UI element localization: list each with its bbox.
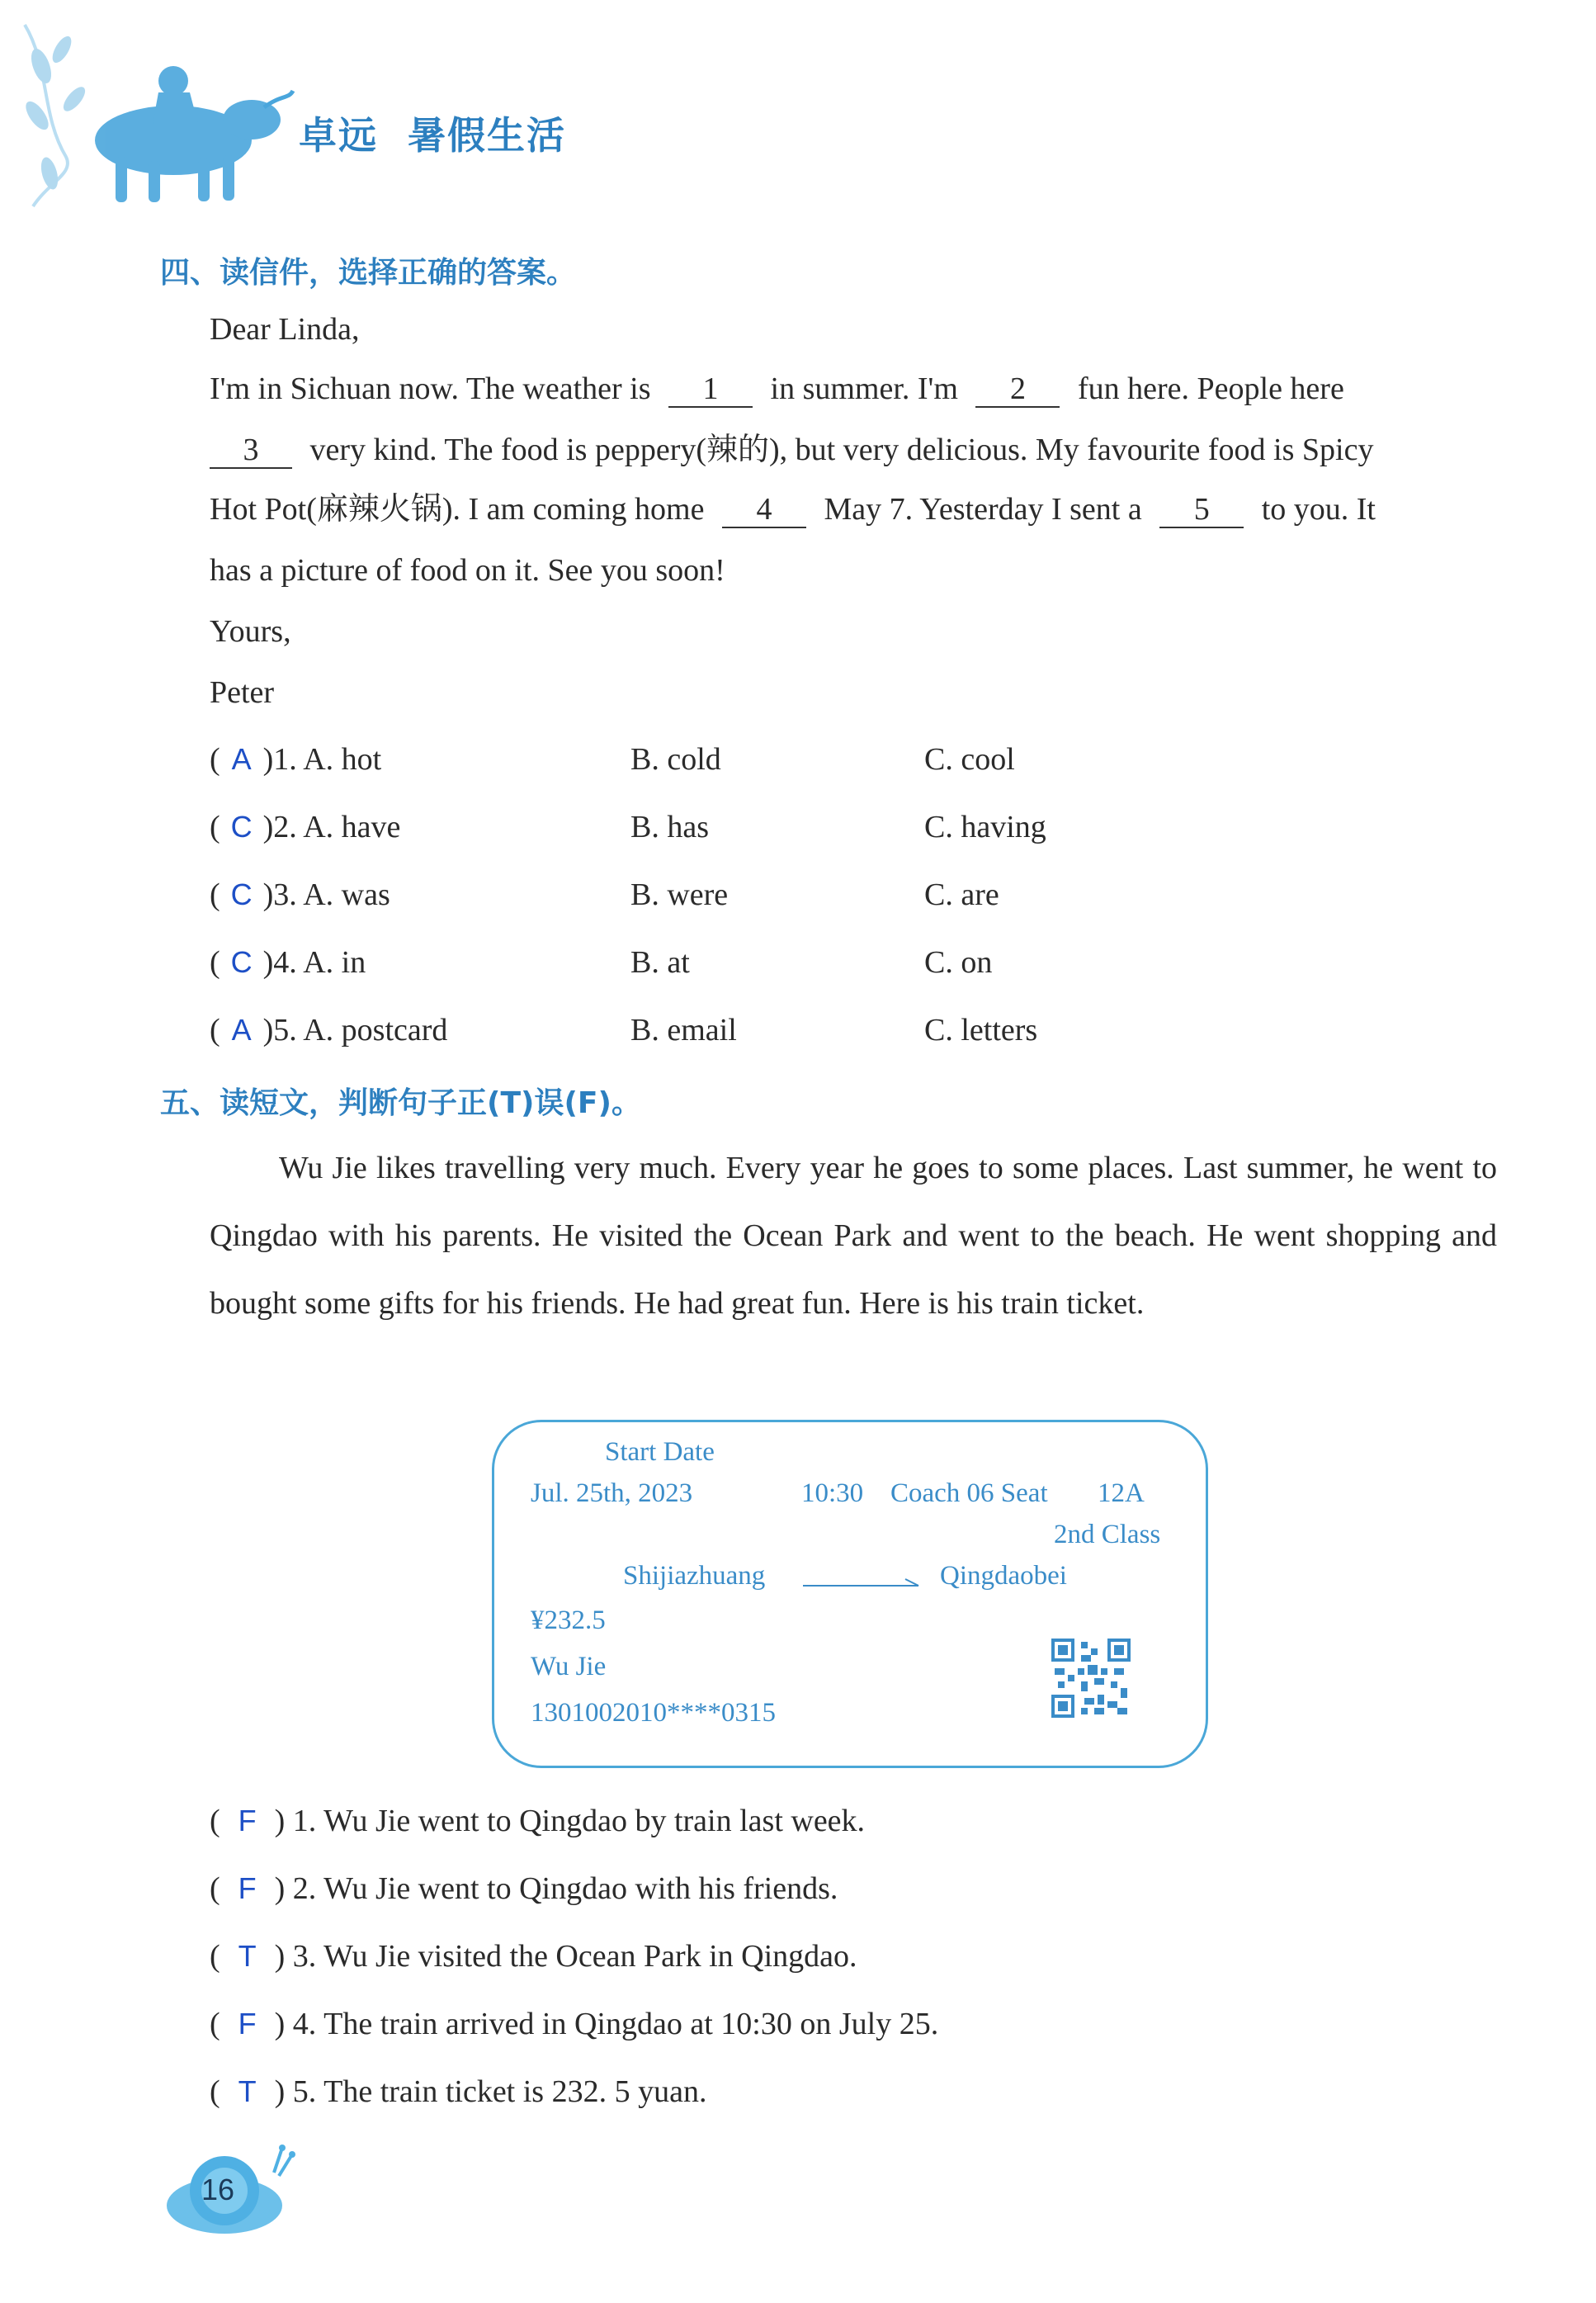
page-number-badge [158,2140,297,2239]
question-option-b: B. email [630,1013,737,1047]
ticket-date: Jul. 25th, 2023 [531,1478,693,1508]
ticket-coach: Coach 06 Seat [890,1478,1048,1508]
statement-text: ) 3. Wu Jie visited the Ocean Park in Qingdao. [274,1939,857,1974]
question-option-b: B. were [630,877,729,912]
letter-greeting: Dear Linda, [210,312,360,347]
header-illustration [17,17,297,223]
answer-mark: F [238,2007,257,2041]
ticket-seat: 12A [1098,1478,1145,1508]
section4-title: 四、读信件，选择正确的答案。 [160,256,577,290]
statement-row: ( F ) 2. Wu Jie went to Qingdao with his friends. [210,1871,838,1906]
header-title: 卓远 暑假生活 [299,113,567,158]
letter-text: I'm in Sichuan now. The weather is [210,371,651,406]
question-option-c: C. on [924,945,993,980]
blank-1: 1 [668,373,753,408]
statement-row: ( F ) 4. The train arrived in Qingdao at 10:30 on July 25. [210,2007,939,2041]
question-option-a: )1. A. hot [262,742,382,777]
statement-row: ( F ) 1. Wu Jie went to Qingdao by train last week. [210,1804,866,1838]
qr-code-icon [1051,1639,1131,1718]
statement-text: ) 1. Wu Jie went to Qingdao by train last week. [274,1804,866,1838]
question-option-a: )5. A. postcard [262,1013,448,1047]
letter-closing: Yours, [210,614,291,649]
letter-signature: Peter [210,675,275,710]
letter-line-1 [210,373,1344,408]
letter-text: in summer. I'm [770,371,958,406]
statement-row: ( T ) 5. The train ticket is 232. 5 yuan. [210,2074,707,2109]
letter-text: Hot Pot(麻辣火锅). I am coming home [210,492,705,527]
question-option-c: C. letters [924,1013,1038,1047]
question-option-b: B. has [630,810,709,844]
ticket-price: ¥232.5 [531,1605,606,1635]
page-number: 16 [201,2173,235,2206]
letter-line-2 [210,434,1373,469]
ticket-id: 1301002010****0315 [531,1698,776,1728]
statement-text: ) 2. Wu Jie went to Qingdao with his friends. [274,1871,838,1906]
ticket-name: Wu Jie [531,1652,607,1681]
statement-text: ) 5. The train ticket is 232. 5 yuan. [274,2074,707,2109]
blank-3: 3 [210,434,292,469]
letter-line-3 [210,494,1376,528]
question-row: ( A )1. A. hot B. cold C. cool [210,742,1015,777]
ticket-from: Shijiazhuang [623,1561,766,1591]
letter-text: fun here. People here [1077,371,1344,406]
question-row: ( C )3. A. was B. were C. are [210,877,999,912]
letter-text: May 7. Yesterday I sent a [824,492,1142,527]
statement-row: ( T ) 3. Wu Jie visited the Ocean Park in Qingdao. [210,1939,857,1974]
answer-mark: T [238,2074,257,2108]
answer-mark: A [231,1013,252,1047]
question-row: ( C )2. A. have B. has C. having [210,810,1046,844]
question-row: ( A )5. A. postcard B. email C. letters [210,1013,1038,1047]
question-row: ( C )4. A. in B. at C. on [210,945,993,980]
question-option-c: C. having [924,810,1046,844]
ticket-class: 2nd Class [1054,1520,1161,1549]
question-option-b: B. at [630,945,690,980]
answer-mark: C [230,877,253,911]
question-option-a: )3. A. was [262,877,390,912]
letter-text: to you. It [1261,492,1376,527]
question-option-a: )4. A. in [262,945,366,980]
answer-mark: C [230,810,253,844]
question-option-b: B. cold [630,742,721,777]
section5-title: 五、读短文，判断句子正(T)误(F)。 [160,1086,641,1120]
passage: Wu Jie likes travelling very much. Every year he goes to some places. Last summer, he went to Qingdao with his parents. He visited the Ocean Park and went to the beach. He went shopping and bought some gifts for his friends. He had great fun. Here is his train ticket. [210,1151,1497,1321]
answer-mark: A [231,742,252,776]
blank-5: 5 [1159,494,1244,528]
question-option-c: C. cool [924,742,1015,777]
answer-mark: T [238,1939,257,1973]
question-option-a: )2. A. have [262,810,401,844]
answer-mark: C [230,945,253,979]
letter-text: very kind. The food is peppery(辣的), but very delicious. My favourite food is Spicy [309,433,1374,467]
answer-mark: F [238,1804,257,1837]
blank-4: 4 [722,494,806,528]
ticket-start-label: Start Date [605,1437,715,1467]
blank-2: 2 [975,373,1060,408]
answer-mark: F [238,1871,257,1905]
question-option-c: C. are [924,877,999,912]
ticket-to: Qingdaobei [940,1561,1067,1591]
letter-line-4: has a picture of food on it. See you soon! [210,553,725,588]
train-ticket [492,1420,1208,1768]
arrow-right-icon [801,1569,925,1594]
ticket-time: 10:30 [801,1478,864,1508]
statement-text: ) 4. The train arrived in Qingdao at 10:30 on July 25. [274,2007,939,2041]
